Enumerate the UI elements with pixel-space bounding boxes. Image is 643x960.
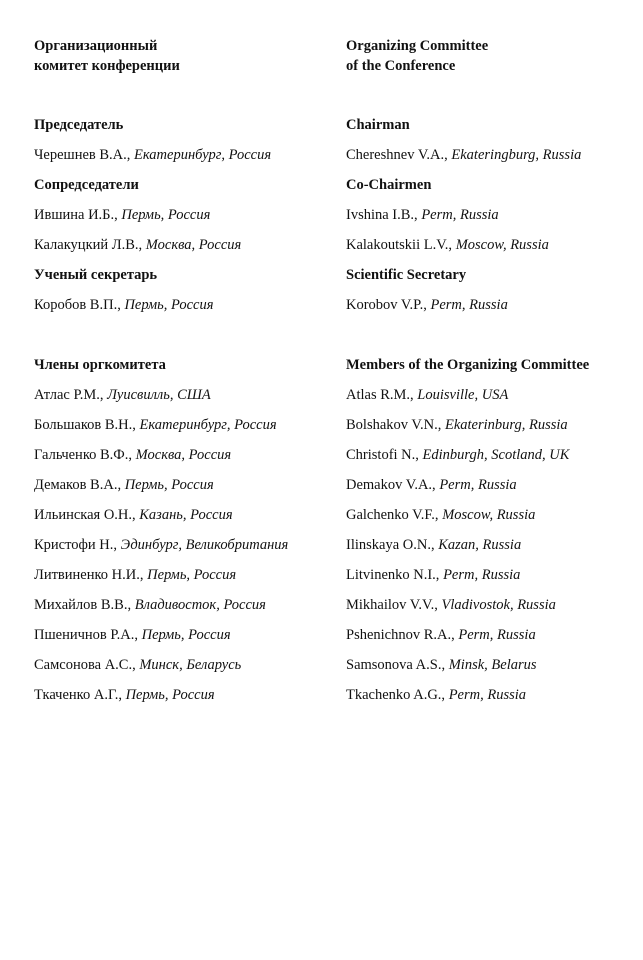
- member-location: Москва, Россия: [145, 237, 242, 253]
- member-location: Екатеринбург, Россия: [139, 417, 277, 433]
- member-name: Черешнев В.А.,: [34, 147, 135, 163]
- member-name: Mikhailov V.V.,: [346, 597, 442, 613]
- title-line-1: Организационный: [34, 38, 158, 54]
- title-line-1: Organizing Committee: [346, 38, 489, 54]
- chairman-heading: Председатель: [34, 117, 124, 133]
- member-entry: [346, 440, 636, 470]
- member-location: Perm, Russia: [439, 477, 517, 493]
- member-name: Демаков В.А.,: [34, 477, 125, 493]
- member-location: Пермь, Россия: [121, 207, 211, 223]
- member-location: Perm, Russia: [421, 207, 499, 223]
- member-entry: [346, 470, 636, 500]
- member-entry: [34, 200, 334, 230]
- member-name: Гальченко В.Ф.,: [34, 447, 136, 463]
- member-name: Tkachenko A.G.,: [346, 687, 449, 703]
- member-entry: [346, 290, 636, 320]
- member-name: Korobov V.P.,: [346, 297, 431, 313]
- member-name: Ткаченко А.Г.,: [34, 687, 126, 703]
- member-name: Михайлов В.В.,: [34, 597, 135, 613]
- english-column: [346, 36, 636, 710]
- secretary-heading: Ученый секретарь: [34, 267, 158, 283]
- member-entry: [346, 500, 636, 530]
- member-entry: [346, 560, 636, 590]
- chairman-heading: Chairman: [346, 117, 410, 133]
- committee-title-ru: [34, 36, 334, 76]
- member-entry: [346, 650, 636, 680]
- member-location: Kazan, Russia: [438, 537, 522, 553]
- member-entry: [346, 200, 636, 230]
- member-entry: [346, 530, 636, 560]
- member-entry: [34, 380, 334, 410]
- members-heading: Members of the Organizing Committee: [346, 357, 590, 373]
- member-name: Litvinenko N.I.,: [346, 567, 444, 583]
- member-location: Москва, Россия: [135, 447, 232, 463]
- member-location: Пермь, Россия: [147, 567, 237, 583]
- member-name: Pshenichnov R.A.,: [346, 627, 459, 643]
- member-entry: [34, 650, 334, 680]
- member-location: Ekaterinburg, Russia: [444, 417, 568, 433]
- title-line-2: of the Conference: [346, 58, 456, 74]
- member-location: Пермь, Россия: [141, 627, 231, 643]
- members-heading: Члены оргкомитета: [34, 357, 166, 373]
- member-entry: [346, 380, 636, 410]
- member-name: Atlas R.M.,: [346, 387, 418, 403]
- member-entry: [34, 440, 334, 470]
- member-location: Perm, Russia: [443, 567, 521, 583]
- member-entry: [346, 590, 636, 620]
- member-location: Edinburgh, Scotland, UK: [422, 447, 570, 463]
- member-name: Samsonova A.S.,: [346, 657, 449, 673]
- member-name: Christofi N.,: [346, 447, 423, 463]
- member-location: Minsk, Belarus: [448, 657, 537, 673]
- member-location: Екатеринбург, Россия: [134, 147, 272, 163]
- member-entry: [34, 470, 334, 500]
- member-name: Большаков В.Н.,: [34, 417, 140, 433]
- member-entry: [34, 500, 334, 530]
- member-name: Bolshakov V.N.,: [346, 417, 445, 433]
- member-name: Kalakoutskii L.V.,: [346, 237, 456, 253]
- member-name: Литвиненко Н.И.,: [34, 567, 148, 583]
- member-location: Vladivostok, Russia: [441, 597, 556, 613]
- member-name: Ivshina I.B.,: [346, 207, 422, 223]
- member-entry: [346, 230, 636, 260]
- member-name: Ившина И.Б.,: [34, 207, 122, 223]
- member-entry: [346, 680, 636, 710]
- member-entry: [34, 530, 334, 560]
- member-entry: [34, 410, 334, 440]
- member-location: Louisville, USA: [417, 387, 509, 403]
- member-location: Perm, Russia: [458, 627, 536, 643]
- cochairmen-heading: Co-Chairmen: [346, 177, 432, 193]
- russian-column: [34, 36, 334, 710]
- member-location: Минск, Беларусь: [139, 657, 242, 673]
- member-name: Атлас Р.М.,: [34, 387, 108, 403]
- member-location: Пермь, Россия: [125, 687, 215, 703]
- member-name: Chereshnev V.A.,: [346, 147, 452, 163]
- member-entry: [346, 410, 636, 440]
- committee-title-en: [346, 36, 636, 76]
- member-name: Galchenko V.F.,: [346, 507, 443, 523]
- member-name: Demakov V.A.,: [346, 477, 440, 493]
- member-name: Коробов В.П.,: [34, 297, 125, 313]
- member-location: Moscow, Russia: [455, 237, 549, 253]
- member-location: Perm, Russia: [448, 687, 527, 703]
- cochairmen-heading: Сопредседатели: [34, 177, 139, 193]
- member-location: Пермь, Россия: [124, 477, 214, 493]
- member-location: Владивосток, Россия: [134, 597, 266, 613]
- member-location: Эдинбург, Великобритания: [120, 537, 289, 553]
- member-entry: [34, 140, 334, 170]
- member-location: Perm, Russia: [430, 297, 508, 313]
- member-name: Ilinskaya O.N.,: [346, 537, 439, 553]
- title-line-2: комитет конференции: [34, 58, 180, 74]
- member-entry: [346, 620, 636, 650]
- member-entry: [34, 230, 334, 260]
- member-entry: [34, 680, 334, 710]
- member-location: Казань, Россия: [139, 507, 233, 523]
- member-entry: [34, 620, 334, 650]
- member-location: Луисвилль, США: [107, 387, 211, 403]
- member-location: Ekateringburg, Russia: [451, 147, 582, 163]
- member-entry: [34, 590, 334, 620]
- member-name: Калакуцкий Л.В.,: [34, 237, 146, 253]
- member-entry: [34, 560, 334, 590]
- member-name: Пшеничнов Р.А.,: [34, 627, 142, 643]
- member-location: Пермь, Россия: [124, 297, 214, 313]
- member-entry: [346, 140, 636, 170]
- member-entry: [34, 290, 334, 320]
- member-name: Кристофи Н.,: [34, 537, 121, 553]
- member-name: Ильинская О.Н.,: [34, 507, 140, 523]
- member-name: Самсонова А.С.,: [34, 657, 140, 673]
- member-location: Moscow, Russia: [442, 507, 536, 523]
- secretary-heading: Scientific Secretary: [346, 267, 467, 283]
